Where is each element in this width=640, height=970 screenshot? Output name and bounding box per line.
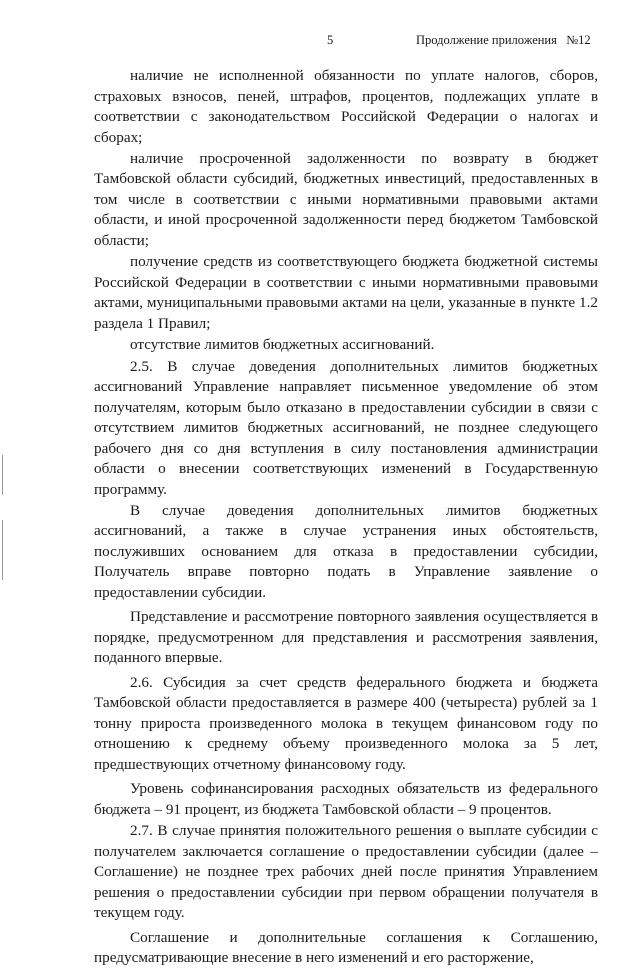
paragraph: Соглашение и дополнительные соглашения к Соглашению, предусматривающие внесение в него изменений и его расторжение, [94,928,598,967]
paragraph: отсутствие лимитов бюджетных ассигнований. [130,336,435,354]
paragraph: 2.6. Субсидия за счет средств федерального бюджета и бюджета Тамбовской области предоставляется в размере 400 (четыреста) рублей за 1 тонну прироста произведенного молока в текущем финансовом году по отношению к среднему объему произведенного молока за 5 лет, предшествующих отчетному финансовому году. [94,673,598,773]
paragraph: Представление и рассмотрение повторного заявления осуществляется в порядке, предусмотренном для представления и рассмотрения заявления, поданного впервые. [94,608,598,667]
paragraph: наличие не исполненной обязанности по уплате налогов, сборов, страховых взносов, пеней, штрафов, процентов, подлежащих уплате в соответствии с законодательством Российской Федерации о налогах и сборах; [94,67,598,146]
paragraph: Уровень софинансирования расходных обязательств из федерального бюджета – 91 процент, из бюджета Тамбовской области – 9 процентов. [94,780,598,818]
paragraph: наличие просроченной задолженности по возврату в бюджет Тамбовской области субсидий, бюджетных инвестиций, предоставленных в том числе в соответствии с иными нормативными правовыми актами области, и иной просроченной задолженности перед бюджетом Тамбовской области; [94,149,598,249]
page-header [0,33,640,51]
scan-artifact-line [2,520,3,580]
paragraph: 2.5. В случае доведения дополнительных лимитов бюджетных ассигнований Управление направляет письменное уведомление об этом получателям, которым было отказано в предоставлении субсидии в связи с отсутствием лимитов бюджетных ассигнований, не позднее следующего рабочего дня со дня вступления в силу постановления администрации области о внесении соответствующих изменений в Государственную программу. [94,357,598,498]
document-body [94,66,598,970]
scan-margin-marks [0,0,10,905]
paragraph: получение средств из соответствующего бюджета бюджетной системы Российской Федерации в соответствии с иными нормативными правовыми актами, муниципальными правовыми актами на цели, указанные в пункте 1.2 раздела 1 Правил; [94,253,598,332]
paragraph: 2.7. В случае принятия положительного решения о выплате субсидии с получателем заключается соглашение о предоставлении субсидии (далее – Соглашение) не позднее трех рабочих дней после принятия Управлением решения о предоставлении субсидии при первом обращении получателя в текущем году. [94,822,598,922]
scan-artifact-line [2,455,3,495]
page-number: 5 [327,33,334,47]
paragraph: В случае доведения дополнительных лимитов бюджетных ассигнований, а также в случае устранения иных обстоятельств, послуживших основанием для отказа в предоставлении субсидии, Получатель вправе повторно подать в Управление заявление о предоставлении субсидии. [94,501,598,601]
appendix-continuation-note: Продолжение приложения №12 [416,33,591,47]
